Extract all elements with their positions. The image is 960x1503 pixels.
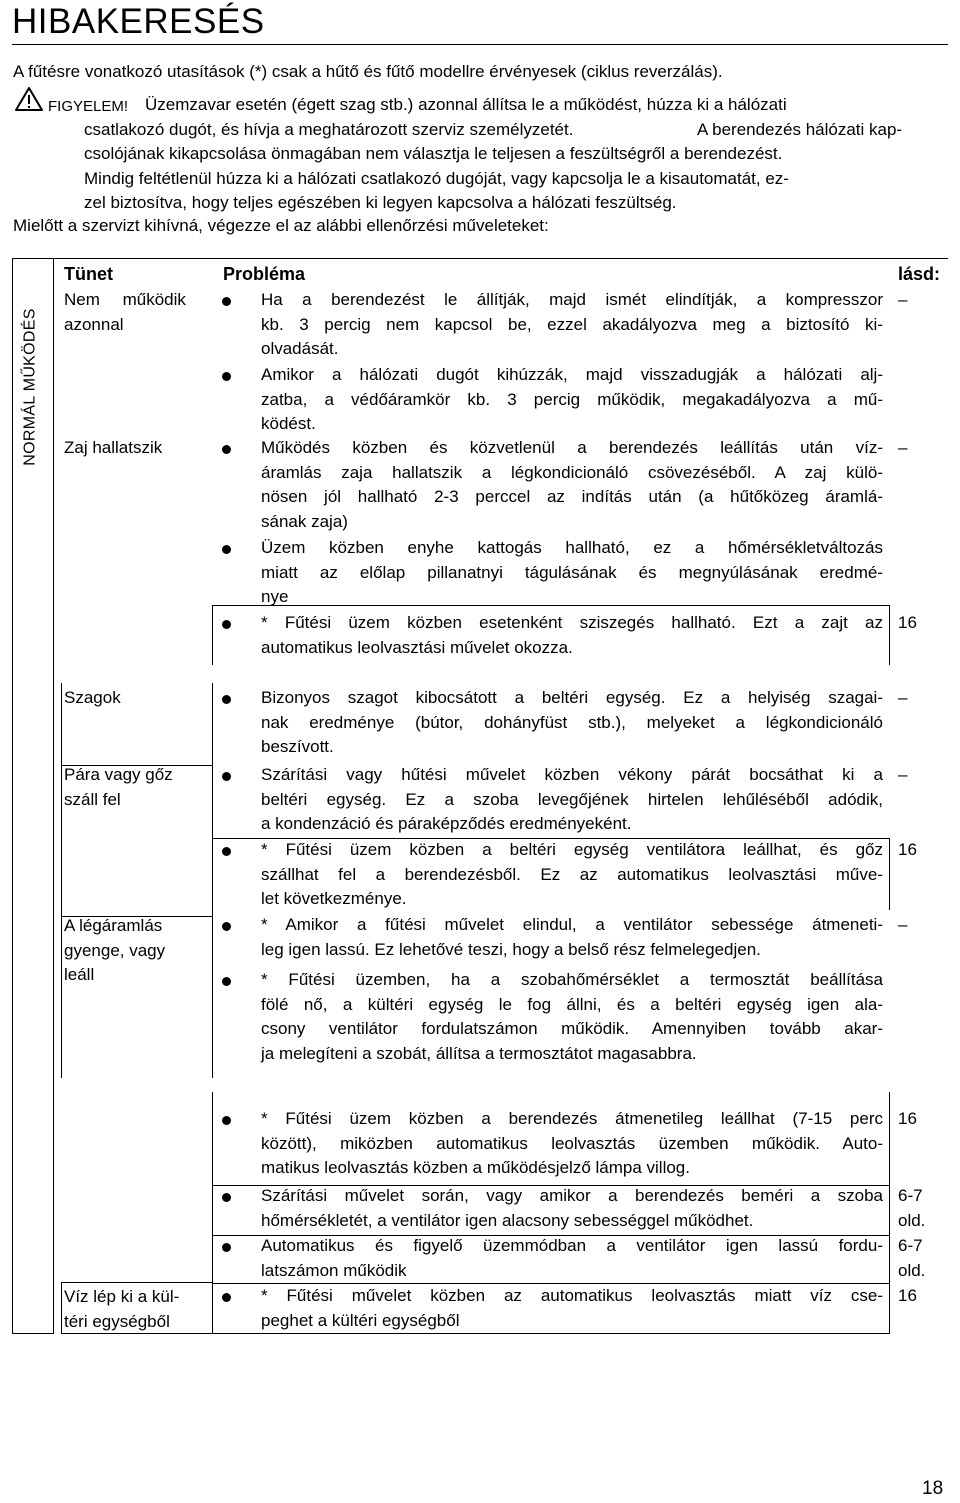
bullet-icon	[222, 620, 231, 629]
problem-text-line: * Fűtési üzemben, ha a szobahőmérséklet a termosztát beállítása	[261, 970, 883, 989]
problem-text	[261, 968, 883, 1066]
problem-text-line: leg igen lassú. Ez lehetővé teszi, hogy a belső rész felmelegedjen.	[261, 939, 761, 959]
symptom-text: száll fel	[64, 789, 121, 809]
bullet-icon	[222, 1293, 231, 1302]
bullet-icon	[222, 695, 231, 704]
problem-text-line: Működés közben és közvetlenül a berendezés leállítás után víz-	[261, 438, 883, 457]
symptom-text: téri egységből	[64, 1311, 170, 1331]
problem-text-line: * Fűtési üzem közben esetenként sziszegés hallható. Ezt a zajt az	[261, 613, 883, 632]
bullet-icon	[222, 1243, 231, 1252]
problem-text-line: fölé nő, a kültéri egység le fog állni, és a beltéri egység igen ala-	[261, 994, 883, 1014]
bullet-icon	[222, 372, 231, 381]
problem-text-line: beszívott.	[261, 737, 334, 756]
warning-label: FIGYELEM!	[48, 98, 129, 115]
symptom-cell	[64, 436, 162, 461]
problem-text	[261, 838, 883, 912]
warning-text-line: Üzemzavar esetén (égett szag stb.) azonnal állítsa le a működést, húzza ki a hálózati	[145, 95, 787, 114]
symptom-text: leáll	[64, 965, 95, 984]
symptom-text: Víz lép ki a kül-	[64, 1287, 180, 1306]
problem-text-line: zatba, a védőáramkör kb. 3 percig működik, megakadályozva a mű-	[261, 389, 883, 409]
symptom-text: azonnal	[64, 314, 124, 334]
symptom-text: Nem működik	[64, 290, 186, 309]
symptom-text: Pára vagy gőz	[64, 765, 173, 784]
side-label-text: NORMÁL MŰKÖDÉS	[22, 308, 39, 466]
problem-text	[261, 686, 883, 760]
page-title: HIBAKERESÉS	[12, 2, 265, 41]
problem-text-line: Ha a berendezést le állítják, majd ismét elindítják, a kompresszor	[261, 290, 883, 309]
side-label	[12, 284, 50, 490]
warning-text-line: zel biztosítva, hogy teljes egészében ki legyen kapcsolva a hálózati feszültség.	[84, 193, 677, 212]
problem-text-line: ja melegíteni a szobát, állítsa a termosztátot magasabbra.	[261, 1043, 697, 1063]
see-reference: 6-7 old.	[898, 1186, 926, 1230]
header-symptom: Tünet	[64, 264, 113, 284]
symptom-text: Zaj hallatszik	[64, 438, 163, 457]
problem-text-line: peghet a kültéri egységből	[261, 1310, 460, 1330]
pre-table-note: Mielőtt a szervizt kihívná, végezze el az alábbi ellenőrzési műveleteket:	[13, 216, 549, 235]
problem-text-line: hőmérsékletét, a ventilátor igen alacsony sebességgel működhet.	[261, 1210, 754, 1230]
symptom-cell	[64, 1285, 179, 1334]
bullet-icon	[222, 545, 231, 554]
problem-text	[261, 363, 883, 437]
problem-text	[261, 763, 883, 837]
symptom-text: A légáramlás	[64, 916, 163, 935]
problem-text	[261, 1284, 883, 1333]
see-reference: –	[898, 438, 908, 457]
bullet-icon	[222, 1116, 231, 1125]
problem-text	[261, 288, 883, 362]
problem-text	[261, 1234, 883, 1283]
problem-text-line: * Amikor a fűtési művelet elindul, a ventilátor sebessége átmeneti-	[261, 915, 883, 934]
intro-note: A fűtésre vonatkozó utasítások (*) csak a hűtő és fűtő modellre érvényesek (ciklus reverzálás).	[13, 62, 723, 81]
problem-text-line: matikus leolvasztás közben a működésjelző lámpa villog.	[261, 1158, 690, 1177]
header-see: lásd:	[898, 264, 941, 284]
problem-text-line: Bizonyos szagot kibocsátott a beltéri egység. Ez a helyiség szagai-	[261, 688, 883, 707]
problem-text-line: szállhat fel a berendezésből. Ez az automatikus leolvasztási műve-	[261, 864, 883, 884]
problem-text-line: latszámon működik	[261, 1260, 407, 1280]
problem-text-line: nye	[261, 587, 289, 606]
see-reference: 16	[898, 1109, 917, 1128]
problem-text-line: Amikor a hálózati dugót kihúzzák, majd visszadugják a hálózati alj-	[261, 365, 883, 384]
problem-text-line: nak eredménye (bútor, dohányfüst stb.), melyeket a légkondicionáló	[261, 712, 883, 732]
problem-text-line: beltéri egység. Ez a szoba levegőjének hirtelen lehűléséből adódik,	[261, 789, 883, 809]
see-reference: 16	[898, 1286, 917, 1305]
problem-text	[261, 536, 883, 610]
see-reference: –	[898, 688, 908, 707]
problem-text	[261, 1107, 883, 1181]
problem-text-line: a kondenzáció és páraképződés eredményeként.	[261, 814, 632, 833]
problem-text-line: miatt az előlap pillanatnyi tágulásának és megnyúlásának eredmé-	[261, 562, 883, 582]
see-reference: 16	[898, 840, 917, 859]
problem-text	[261, 611, 883, 660]
symptom-cell	[64, 288, 210, 337]
bullet-icon	[222, 977, 231, 986]
bullet-icon	[222, 445, 231, 454]
bullet-icon	[222, 297, 231, 306]
problem-text	[261, 436, 883, 534]
problem-text-line: * Fűtési üzem közben a berendezés átmenetileg leállhat (7-15 perc	[261, 1109, 883, 1128]
problem-text-line: Szárítási művelet során, vagy amikor a berendezés beméri a szoba	[261, 1186, 883, 1205]
see-reference: 16	[898, 613, 917, 632]
warning-icon	[14, 86, 44, 112]
problem-text-line: Automatikus és figyelő üzemmódban a ventilátor igen lassú fordu-	[261, 1236, 883, 1255]
problem-text-line: Szárítási vagy hűtési művelet közben vékony párát bocsáthat ki a	[261, 765, 883, 784]
problem-text-line: olvadását.	[261, 339, 339, 358]
title-rule	[12, 44, 948, 45]
bullet-icon	[222, 772, 231, 781]
problem-text-line: automatikus leolvasztási művelet okozza.	[261, 637, 573, 657]
see-reference: 6-7 old.	[898, 1236, 926, 1280]
symptom-cell	[64, 763, 173, 812]
see-reference: –	[898, 915, 908, 934]
page-number: 18	[922, 1478, 944, 1499]
bullet-icon	[222, 847, 231, 856]
warning-text-line: A berendezés hálózati kap-	[697, 120, 903, 139]
problem-text-line: Üzem közben enyhe kattogás hallható, ez a hőmérsékletváltozás	[261, 538, 883, 557]
warning-text-line: csatlakozó dugót, és hívja a meghatározott szerviz személyzetét.	[84, 120, 574, 139]
symptom-cell	[64, 686, 121, 711]
warning-text-line: csolójának kikapcsolása önmagában nem választja le teljesen a feszültségről a berendezést.	[84, 144, 783, 163]
see-reference: –	[898, 290, 908, 309]
bullet-icon	[222, 1193, 231, 1202]
symptom-cell	[64, 914, 165, 988]
problem-text-line: sának zaja)	[261, 511, 348, 531]
bullet-icon	[222, 922, 231, 931]
problem-text-line: ködést.	[261, 414, 316, 433]
see-reference: –	[898, 765, 908, 784]
problem-text-line: nösen jól hallható 2-3 perccel az indítás után (a hűtőközeg áramlá-	[261, 487, 883, 506]
symptom-text: gyenge, vagy	[64, 940, 166, 960]
problem-text-line: csony ventilátor fordulatszámon működik. Amennyiben tovább akar-	[261, 1019, 883, 1038]
warning-text-line: Mindig feltétlenül húzza ki a hálózati csatlakozó dugóját, vagy kapcsolja le a kisautomatát, ez-	[84, 169, 789, 188]
problem-text	[261, 913, 883, 962]
symptom-text: Szagok	[64, 688, 121, 707]
problem-text-line: let következménye.	[261, 889, 407, 908]
problem-text-line: * Fűtési üzem közben a beltéri egység ventilátora leállhat, és gőz	[261, 840, 883, 859]
problem-text-line: * Fűtési művelet közben az automatikus leolvasztás miatt víz cse-	[261, 1286, 883, 1305]
problem-text-line: között), miközben automatikus leolvasztás üzemben működik. Auto-	[261, 1133, 883, 1153]
header-problem: Probléma	[223, 264, 306, 284]
problem-text-line: áramlás zaja hallatszik a légkondicionáló csövezéséből. A zaj külö-	[261, 462, 883, 482]
problem-text-line: kb. 3 percig nem kapcsol be, ezzel akadályozva meg a biztosító ki-	[261, 314, 883, 334]
problem-text	[261, 1184, 883, 1233]
